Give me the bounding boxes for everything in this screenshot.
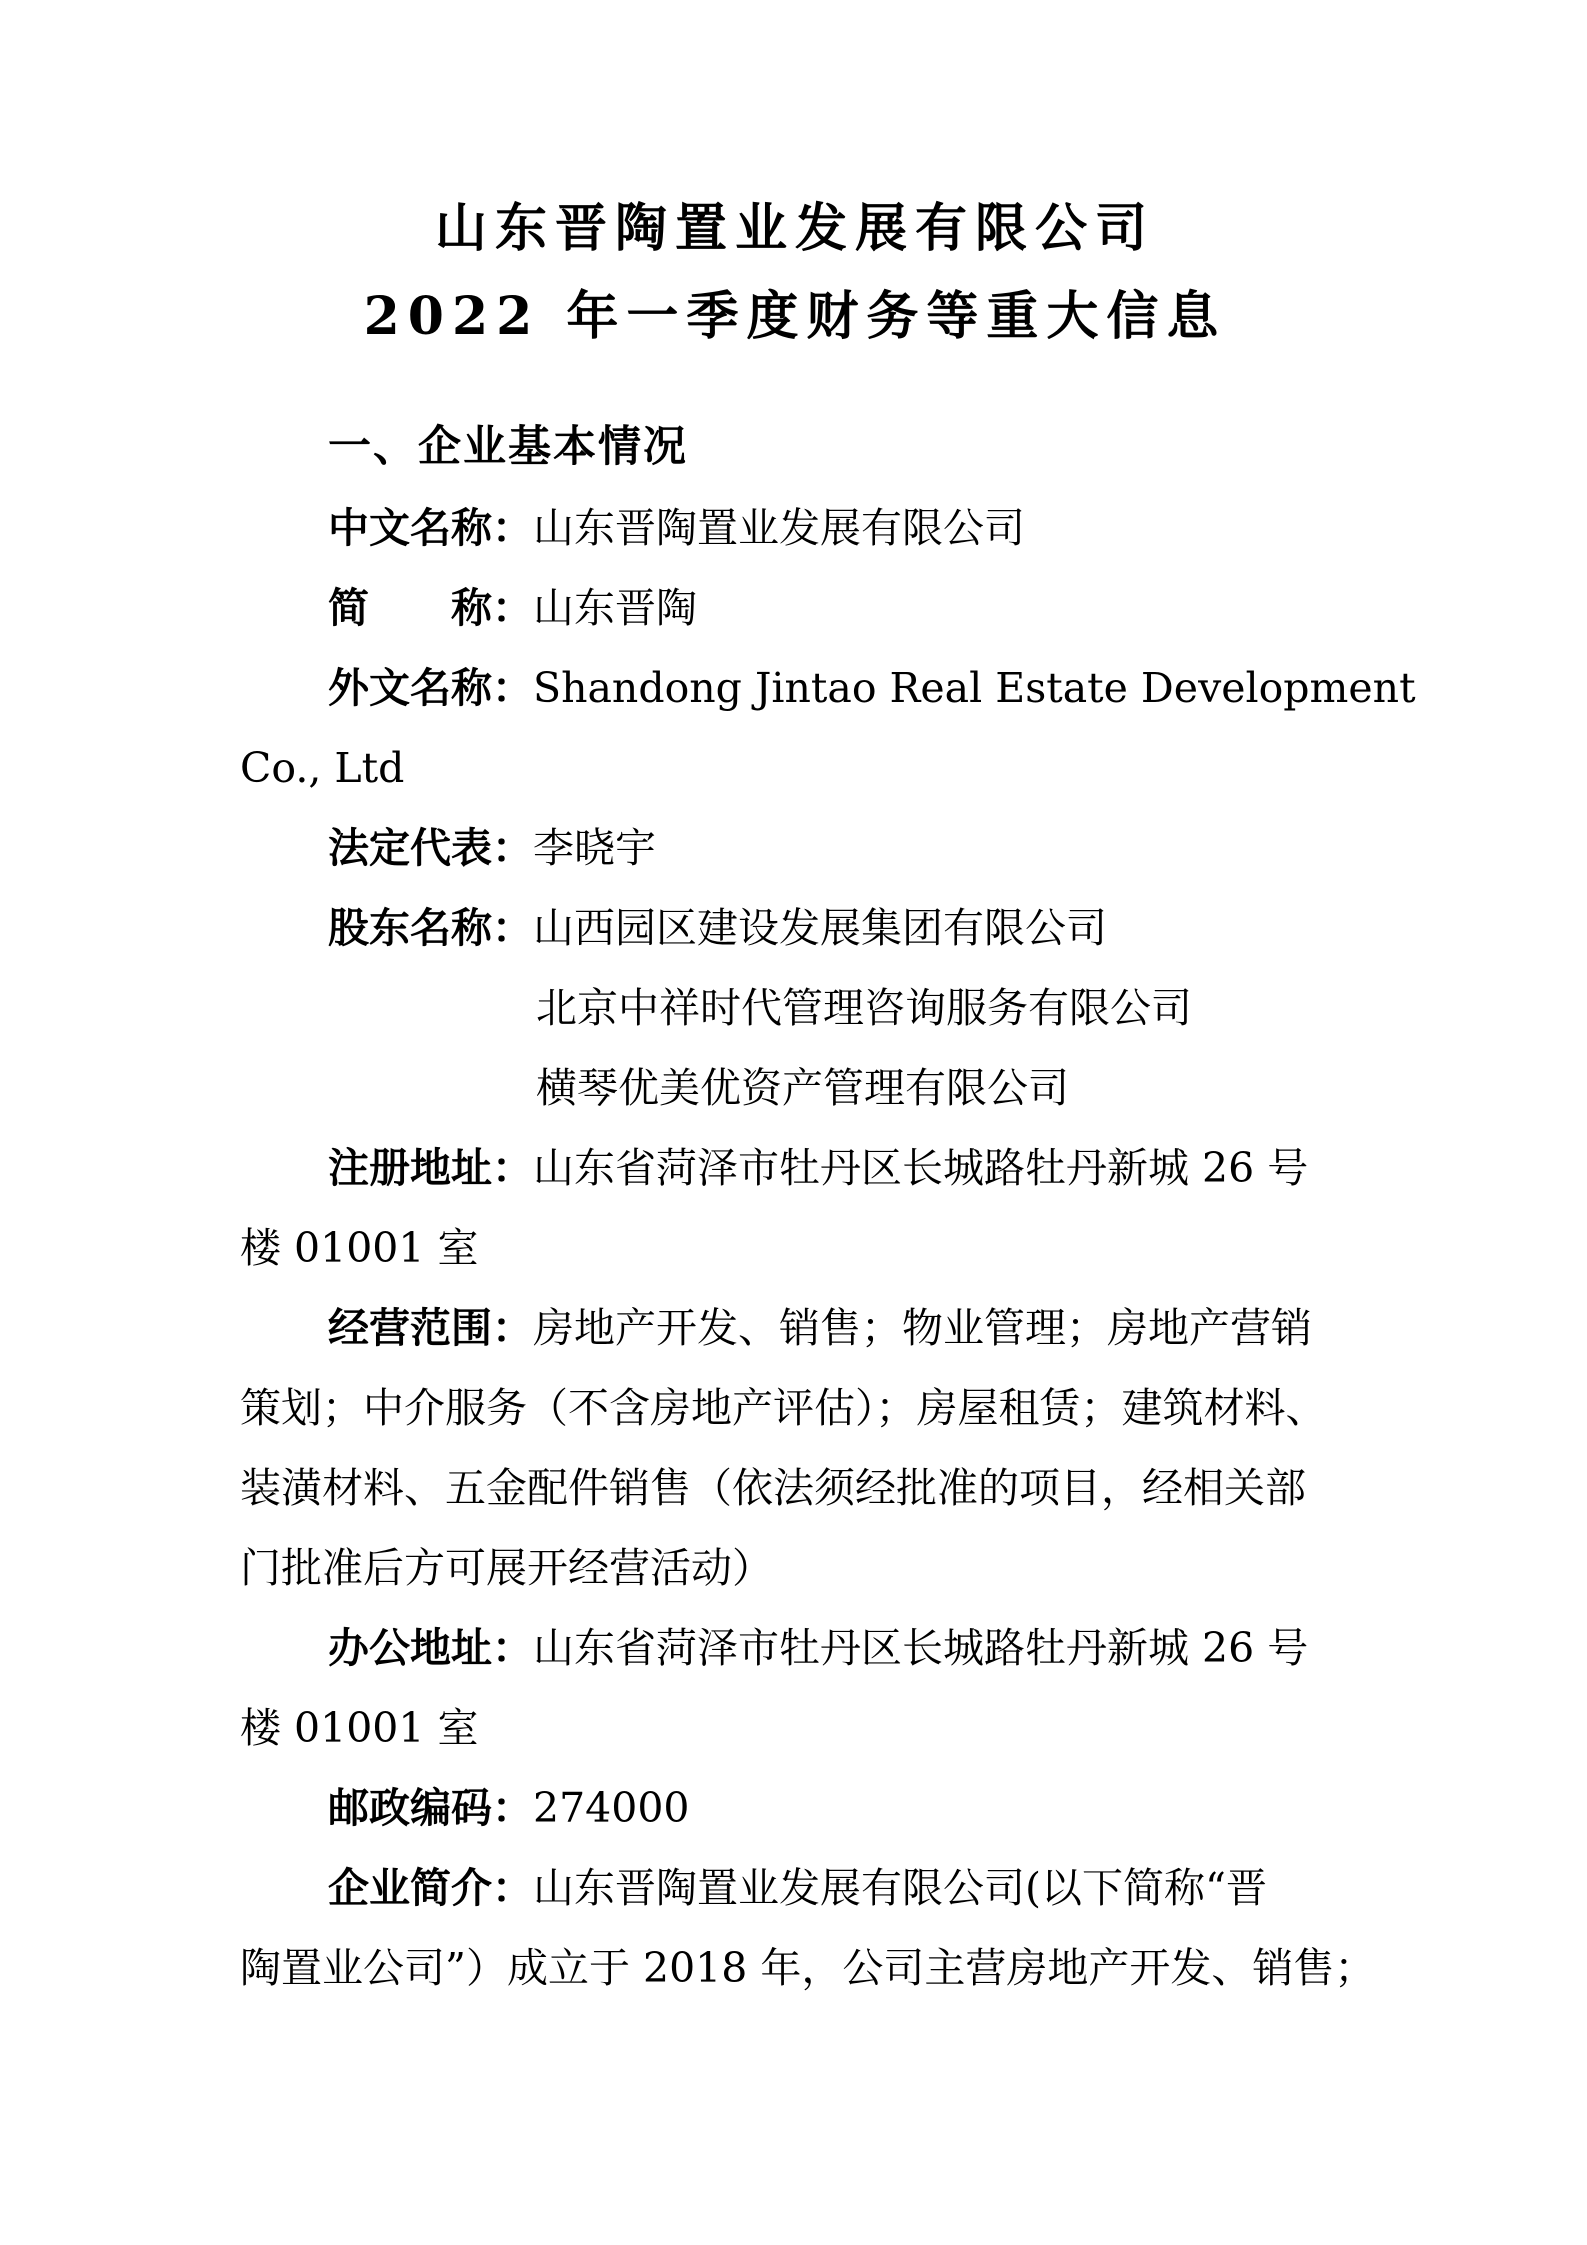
field-label: 注册地址： bbox=[328, 1144, 533, 1192]
field-label: 外文名称： bbox=[328, 664, 533, 712]
body-lines bbox=[240, 488, 1416, 2008]
body-line bbox=[240, 1928, 1376, 2008]
field-label: 中文名称： bbox=[328, 504, 533, 552]
field-value: Co., Ltd bbox=[240, 744, 405, 792]
field-label: 办公地址： bbox=[328, 1624, 533, 1672]
body-line bbox=[240, 1448, 1355, 1528]
body-line bbox=[240, 808, 1355, 888]
document-title bbox=[240, 198, 1350, 347]
body-line bbox=[240, 1208, 1355, 1288]
field-value: 274000 bbox=[533, 1784, 690, 1832]
document-title-line-2: 2022 年一季度财务等重大信息 bbox=[363, 286, 1227, 347]
field-value: 横琴优美优资产管理有限公司 bbox=[536, 1064, 1069, 1112]
body-line bbox=[240, 488, 1355, 568]
field-value: 山东晋陶 bbox=[533, 584, 697, 632]
field-value: 策划；中介服务（不含房地产评估）；房屋租赁；建筑材料、 bbox=[240, 1384, 1327, 1432]
field-label: 股东名称： bbox=[328, 904, 533, 952]
body-line bbox=[240, 728, 1355, 808]
body-line bbox=[240, 1528, 1355, 1608]
body-line bbox=[240, 1848, 1355, 1928]
field-label: 法定代表： bbox=[328, 824, 533, 872]
field-value: 山东晋陶置业发展有限公司 bbox=[533, 504, 1025, 552]
field-label: 企业简介： bbox=[328, 1864, 533, 1912]
body-line bbox=[240, 968, 1355, 1048]
body-line bbox=[240, 1688, 1355, 1768]
field-value: 李晓宇 bbox=[533, 824, 656, 872]
body-line bbox=[240, 568, 1355, 648]
field-value: 北京中祥时代管理咨询服务有限公司 bbox=[536, 984, 1192, 1032]
field-value: 门批准后方可展开经营活动） bbox=[240, 1544, 773, 1592]
body-line bbox=[240, 1768, 1355, 1848]
section-heading: 一、企业基本情况 bbox=[328, 423, 688, 471]
body-line bbox=[240, 1368, 1355, 1448]
field-label: 简 称： bbox=[328, 584, 533, 632]
body-line bbox=[240, 1288, 1355, 1368]
body-line bbox=[240, 888, 1355, 968]
field-value: 装潢材料、五金配件销售（依法须经批准的项目，经相关部 bbox=[240, 1464, 1306, 1512]
field-label: 邮政编码： bbox=[328, 1784, 533, 1832]
field-value: 房地产开发、销售；物业管理；房地产营销 bbox=[533, 1304, 1312, 1352]
body-line bbox=[240, 1128, 1355, 1208]
document-title-line-1: 山东晋陶置业发展有限公司 bbox=[434, 198, 1155, 259]
field-value: 山东晋陶置业发展有限公司(以下简称“晋 bbox=[533, 1864, 1267, 1912]
field-value: 楼 01001 室 bbox=[240, 1704, 479, 1752]
field-value: 山东省菏泽市牡丹区长城路牡丹新城 26 号 bbox=[533, 1624, 1309, 1672]
body-line bbox=[240, 648, 1416, 728]
field-value: 陶置业公司”）成立于 2018 年，公司主营房地产开发、销售； bbox=[240, 1944, 1376, 1992]
field-value: 山东省菏泽市牡丹区长城路牡丹新城 26 号 bbox=[533, 1144, 1309, 1192]
field-label: 经营范围： bbox=[328, 1304, 533, 1352]
field-value: 山西园区建设发展集团有限公司 bbox=[533, 904, 1107, 952]
body-line bbox=[240, 1608, 1355, 1688]
field-value: 楼 01001 室 bbox=[240, 1224, 479, 1272]
field-value: Shandong Jintao Real Estate Development bbox=[533, 664, 1416, 712]
body-line bbox=[240, 1048, 1355, 1128]
